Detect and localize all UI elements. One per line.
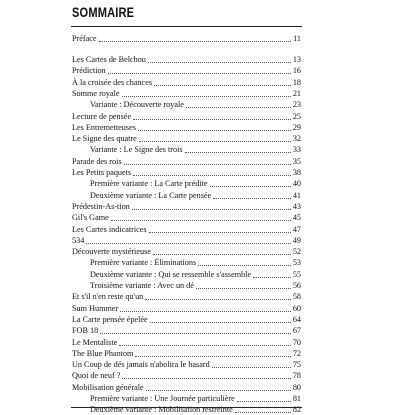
toc-entry bbox=[72, 225, 301, 235]
toc-entry-page: 64 bbox=[292, 314, 301, 324]
dot-leader bbox=[149, 232, 291, 233]
toc-entry-title: Parade des rois bbox=[72, 156, 122, 166]
toc-entry-title: Les Cartes de Belchou bbox=[72, 55, 146, 64]
dot-leader bbox=[150, 322, 291, 323]
toc-entry-page: 45 bbox=[292, 213, 301, 223]
toc-entry bbox=[72, 236, 301, 246]
toc-entry-title: Troisième variante : Avec un dé bbox=[90, 281, 194, 290]
dot-leader bbox=[186, 107, 291, 108]
dot-leader bbox=[185, 152, 291, 153]
dot-leader bbox=[133, 119, 291, 120]
toc-entry bbox=[72, 55, 301, 65]
toc-entry-page: 23 bbox=[292, 100, 301, 110]
toc-entry-title: Variante : Le Signe des trois bbox=[90, 145, 183, 155]
toc-entry bbox=[72, 202, 301, 212]
toc-entry-page: 52 bbox=[292, 247, 301, 257]
toc-entry-page: 38 bbox=[292, 168, 301, 177]
toc-entry-title: Les Entremetteuses bbox=[72, 122, 136, 132]
toc-entry bbox=[72, 338, 301, 348]
toc-entry-page: 82 bbox=[292, 405, 301, 414]
toc-entry-title: Découverte mystérieuse bbox=[72, 247, 151, 257]
toc-entry-title: Préface bbox=[72, 34, 97, 43]
dot-leader bbox=[100, 333, 291, 334]
toc-entry-page: 18 bbox=[292, 77, 301, 87]
toc-entry-title: Et s'il n'en reste qu'un bbox=[72, 292, 144, 302]
toc-subentry bbox=[72, 100, 301, 110]
toc-entry-page: 33 bbox=[292, 145, 301, 155]
toc-entry-title: À la croisée des chances bbox=[72, 77, 153, 87]
toc-entry-title: Un Coup de dés jamais n'abolira le hasard bbox=[72, 360, 210, 370]
dot-leader bbox=[146, 390, 291, 391]
dot-leader bbox=[210, 186, 291, 187]
dot-leader bbox=[124, 164, 291, 165]
toc-subentry bbox=[72, 394, 301, 404]
toc-entry-page: 25 bbox=[292, 111, 301, 121]
toc-entry bbox=[72, 349, 301, 359]
toc-entry-title: Deuxième variante : La Carte pensée bbox=[90, 190, 212, 200]
dot-leader bbox=[148, 62, 291, 63]
dot-leader bbox=[139, 141, 291, 142]
toc-entry-title: FOB 18 bbox=[72, 326, 99, 336]
toc-entry bbox=[72, 112, 301, 122]
toc-entry-title: Première variante : Une Journée particulière bbox=[90, 394, 235, 403]
toc-entry-page: 29 bbox=[292, 122, 301, 132]
toc-entry-page: 16 bbox=[292, 66, 301, 76]
toc-entry-title: 534 bbox=[72, 235, 85, 245]
toc-subentry bbox=[72, 270, 301, 280]
toc-entry-page: 70 bbox=[292, 337, 301, 347]
toc-entry bbox=[72, 157, 301, 167]
dot-leader bbox=[196, 288, 291, 289]
toc-entry bbox=[72, 326, 301, 336]
toc-entry-title: Somme royale bbox=[72, 88, 120, 98]
toc-entry-page: 75 bbox=[292, 360, 301, 370]
toc-entry bbox=[72, 78, 301, 88]
toc-entry-page: 58 bbox=[292, 292, 301, 302]
dot-leader bbox=[138, 130, 291, 131]
toc-entry-title: Première variante : La Carte prédite bbox=[90, 179, 208, 189]
toc-entry-page: 49 bbox=[292, 235, 301, 245]
toc-entry-page: 11 bbox=[293, 34, 301, 43]
dot-leader bbox=[154, 85, 291, 86]
toc-entry bbox=[72, 360, 301, 370]
toc-entry-title: La Carte pensée épelée bbox=[72, 314, 148, 324]
toc-entry-page: 80 bbox=[292, 382, 301, 392]
toc-entry-title: Première variante : Éliminations bbox=[90, 258, 197, 268]
toc-entry-page: 21 bbox=[292, 88, 301, 98]
toc-entry-title: Variante : Découverte royale bbox=[90, 100, 184, 110]
dot-leader bbox=[135, 356, 290, 357]
toc-entry bbox=[72, 383, 301, 393]
dot-leader bbox=[119, 345, 291, 346]
bottom-rule bbox=[71, 407, 302, 408]
toc-entry-page: 32 bbox=[292, 134, 301, 144]
toc-entry-title: Deuxième variante : Mobilisation restreinte bbox=[90, 405, 233, 414]
toc-entry bbox=[72, 34, 301, 44]
toc-entry-title: The Blue Phantom bbox=[72, 348, 134, 358]
dot-leader bbox=[213, 198, 291, 199]
page-title: SOMMAIRE bbox=[72, 5, 135, 20]
dot-leader bbox=[111, 220, 291, 221]
toc-entry-title: Lecture de pensée bbox=[72, 111, 132, 121]
toc-entry-title: Gil's Game bbox=[72, 213, 109, 223]
toc-entry-title: Les Cartes indicatrices bbox=[72, 224, 147, 234]
toc-entry-page: 40 bbox=[292, 179, 301, 189]
top-rule bbox=[71, 26, 302, 27]
toc-entry bbox=[72, 371, 301, 381]
toc-entry-page: 81 bbox=[292, 394, 301, 403]
toc-entry bbox=[72, 304, 301, 314]
dot-leader bbox=[235, 412, 291, 413]
toc-entry bbox=[72, 123, 301, 133]
toc-entry-page: 47 bbox=[292, 224, 301, 234]
toc-entry-title: Le Signe des quatre bbox=[72, 134, 137, 144]
toc-entry-title: Mobilisation générale bbox=[72, 382, 144, 392]
toc-subentry bbox=[72, 145, 301, 155]
toc-subentry bbox=[72, 281, 301, 291]
dot-leader bbox=[108, 73, 291, 74]
dot-leader bbox=[153, 254, 291, 255]
toc-entry-page: 35 bbox=[292, 156, 301, 166]
dot-leader bbox=[198, 265, 291, 266]
dot-leader bbox=[132, 209, 291, 210]
toc-entry-title: Le Mentaliste bbox=[72, 337, 118, 347]
toc-entry-title: Les Petits paquets bbox=[72, 168, 132, 177]
toc-entry bbox=[72, 247, 301, 257]
dot-leader bbox=[86, 243, 291, 244]
toc-entry-page: 72 bbox=[292, 348, 301, 358]
toc-entry-page: 13 bbox=[292, 55, 301, 64]
toc-entry bbox=[72, 168, 301, 178]
dot-leader bbox=[122, 378, 290, 379]
toc-entry-page: 78 bbox=[292, 371, 301, 381]
toc-entry-title: Deuxième variante : Qui se ressemble s'assemble bbox=[90, 269, 252, 279]
dot-leader bbox=[212, 367, 291, 368]
toc-entry-page: 41 bbox=[292, 190, 301, 200]
dot-leader bbox=[120, 311, 291, 312]
toc-entry bbox=[72, 89, 301, 99]
toc-entry bbox=[72, 134, 301, 144]
toc-subentry bbox=[72, 191, 301, 201]
toc-entry bbox=[72, 213, 301, 223]
toc-entry-page: 53 bbox=[292, 258, 301, 268]
toc-entry-title: Prédiction bbox=[72, 66, 106, 76]
dot-leader bbox=[122, 96, 291, 97]
toc-entry bbox=[72, 315, 301, 325]
toc-entry-page: 67 bbox=[292, 326, 301, 336]
toc-entry-title: Quoi de neuf ? bbox=[72, 371, 121, 381]
dot-leader bbox=[145, 299, 291, 300]
toc-entry-page: 60 bbox=[292, 303, 301, 313]
toc-entry-title: Prédestin-As-tion bbox=[72, 201, 130, 211]
toc-entry-title: Sum Hummer bbox=[72, 303, 119, 313]
dot-leader bbox=[253, 277, 291, 278]
toc-entry bbox=[72, 66, 301, 76]
toc-entry-page: 56 bbox=[292, 281, 301, 290]
toc-entry-page: 43 bbox=[292, 201, 301, 211]
toc-subentry bbox=[72, 258, 301, 268]
toc-entry-page: 55 bbox=[292, 269, 301, 279]
dot-leader bbox=[237, 401, 291, 402]
dot-leader bbox=[99, 41, 292, 42]
toc-entry bbox=[72, 292, 301, 302]
dot-leader bbox=[133, 175, 291, 176]
toc-subentry bbox=[72, 179, 301, 189]
